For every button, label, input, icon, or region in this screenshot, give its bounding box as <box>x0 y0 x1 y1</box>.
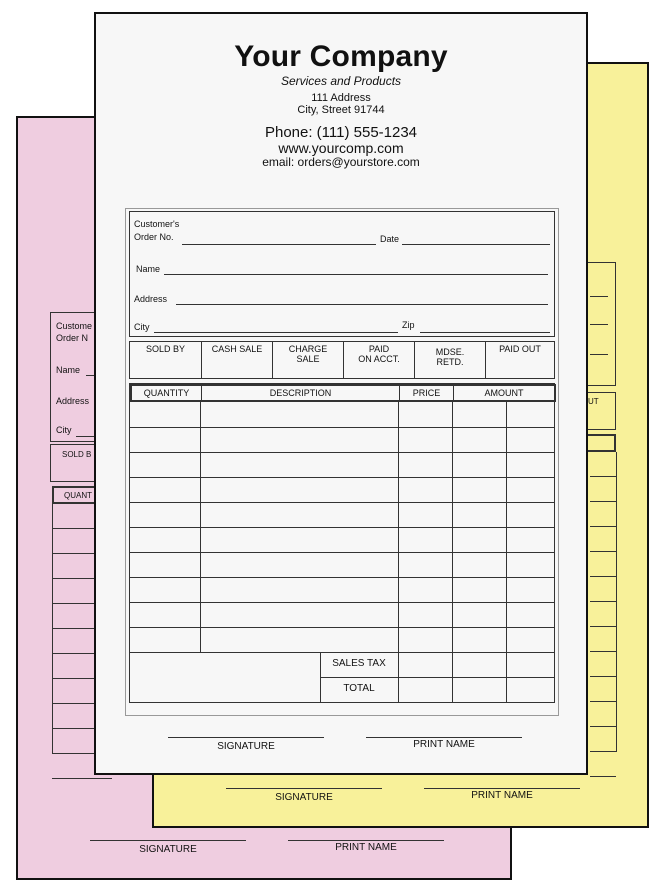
date-field[interactable] <box>402 244 550 245</box>
table-row-divider <box>130 427 554 428</box>
sales-tax-label: SALES TAX <box>332 658 386 669</box>
pink-col-divider <box>52 504 53 754</box>
table-row-divider <box>320 677 554 678</box>
company-website: www.yourcomp.com <box>278 140 404 156</box>
amount-header: AMOUNT <box>484 388 524 398</box>
table-col-divider <box>506 402 507 702</box>
table-row-divider <box>130 452 554 453</box>
yellow-paid-out-fragment: UT <box>588 397 599 406</box>
yellow-row-divider <box>590 526 616 527</box>
address-field[interactable] <box>176 304 548 305</box>
table-row-divider <box>130 552 554 553</box>
pink-address-label: Address <box>56 396 90 406</box>
total-label: TOTAL <box>343 683 375 694</box>
table-row-divider <box>130 627 554 628</box>
yellow-row-divider <box>590 751 616 752</box>
pink-sold-by: SOLD B <box>62 450 92 459</box>
company-email: email: orders@yourstore.com <box>262 155 420 169</box>
order-number-field[interactable] <box>182 244 376 245</box>
name-label: Name <box>136 264 161 274</box>
white-original-sheet <box>94 12 588 775</box>
yellow-row-divider <box>590 551 616 552</box>
table-col-divider <box>452 402 453 702</box>
order-label-2: Order No. <box>134 232 174 242</box>
quantity-header: QUANTITY <box>132 386 202 400</box>
yellow-row-divider <box>590 626 616 627</box>
yellow-col-divider <box>616 452 617 752</box>
print-name-label: PRINT NAME <box>413 739 475 750</box>
paid-out-cell[interactable]: PAID OUT <box>499 344 541 354</box>
sale-type-row <box>129 341 555 379</box>
table-row-divider <box>130 602 554 603</box>
yellow-row-divider <box>590 776 616 777</box>
items-header-row <box>130 384 556 402</box>
yellow-row-divider <box>590 651 616 652</box>
city-field[interactable] <box>154 332 398 333</box>
pink-signature-label: SIGNATURE <box>139 844 197 855</box>
company-tagline: Services and Products <box>280 74 402 88</box>
pink-order-label-1: Custome <box>56 321 93 331</box>
table-row-divider <box>130 502 554 503</box>
items-table <box>129 383 555 703</box>
table-row-divider <box>130 577 554 578</box>
yellow-items-header <box>584 434 616 452</box>
price-header: PRICE <box>400 386 454 400</box>
yellow-print-name-label: PRINT NAME <box>471 790 533 801</box>
signature-line[interactable] <box>168 737 324 738</box>
table-row-divider <box>130 527 554 528</box>
order-label-1: Customer's <box>134 219 180 229</box>
pink-city-label: City <box>56 425 72 435</box>
yellow-signature-label: SIGNATURE <box>275 792 333 803</box>
pink-name-label: Name <box>56 365 81 375</box>
customer-section <box>129 211 555 337</box>
table-col-divider <box>398 402 399 702</box>
yellow-row-divider <box>590 726 616 727</box>
company-address-line2: City, Street 91744 <box>297 104 385 116</box>
company-phone: Phone: (111) 555-1234 <box>264 124 418 141</box>
signature-label: SIGNATURE <box>217 741 275 752</box>
zip-field[interactable] <box>420 332 550 333</box>
pink-order-label-2: Order N <box>56 333 89 343</box>
table-row-divider <box>130 652 554 653</box>
yellow-row-divider <box>590 576 616 577</box>
sold-by-cell[interactable]: SOLD BY <box>130 342 202 378</box>
company-name: Your Company <box>234 40 448 73</box>
charge-sale-cell[interactable]: CHARGE SALE <box>273 342 344 378</box>
description-header: DESCRIPTION <box>202 386 400 400</box>
zip-label: Zip <box>402 320 415 330</box>
name-field[interactable] <box>164 274 548 275</box>
paid-on-account-cell[interactable]: PAID ON ACCT. <box>344 342 415 378</box>
print-name-line[interactable] <box>366 737 522 738</box>
yellow-row-divider <box>590 601 616 602</box>
pink-quantity: QUANT <box>64 491 92 500</box>
company-address-line1: 111 Address <box>311 92 371 104</box>
city-label: City <box>134 322 150 332</box>
pink-print-name-label: PRINT NAME <box>335 842 397 853</box>
table-row-divider <box>130 477 554 478</box>
table-col-divider <box>200 402 201 652</box>
merchandise-returned-cell[interactable]: MDSE. RETD. <box>415 342 486 378</box>
date-label: Date <box>380 234 400 244</box>
yellow-row-divider <box>590 701 616 702</box>
yellow-row-divider <box>590 476 616 477</box>
cash-sale-cell[interactable]: CASH SALE <box>202 342 273 378</box>
yellow-row-divider <box>590 676 616 677</box>
address-label: Address <box>134 294 168 304</box>
yellow-row-divider <box>590 501 616 502</box>
pink-row-divider <box>52 778 112 779</box>
